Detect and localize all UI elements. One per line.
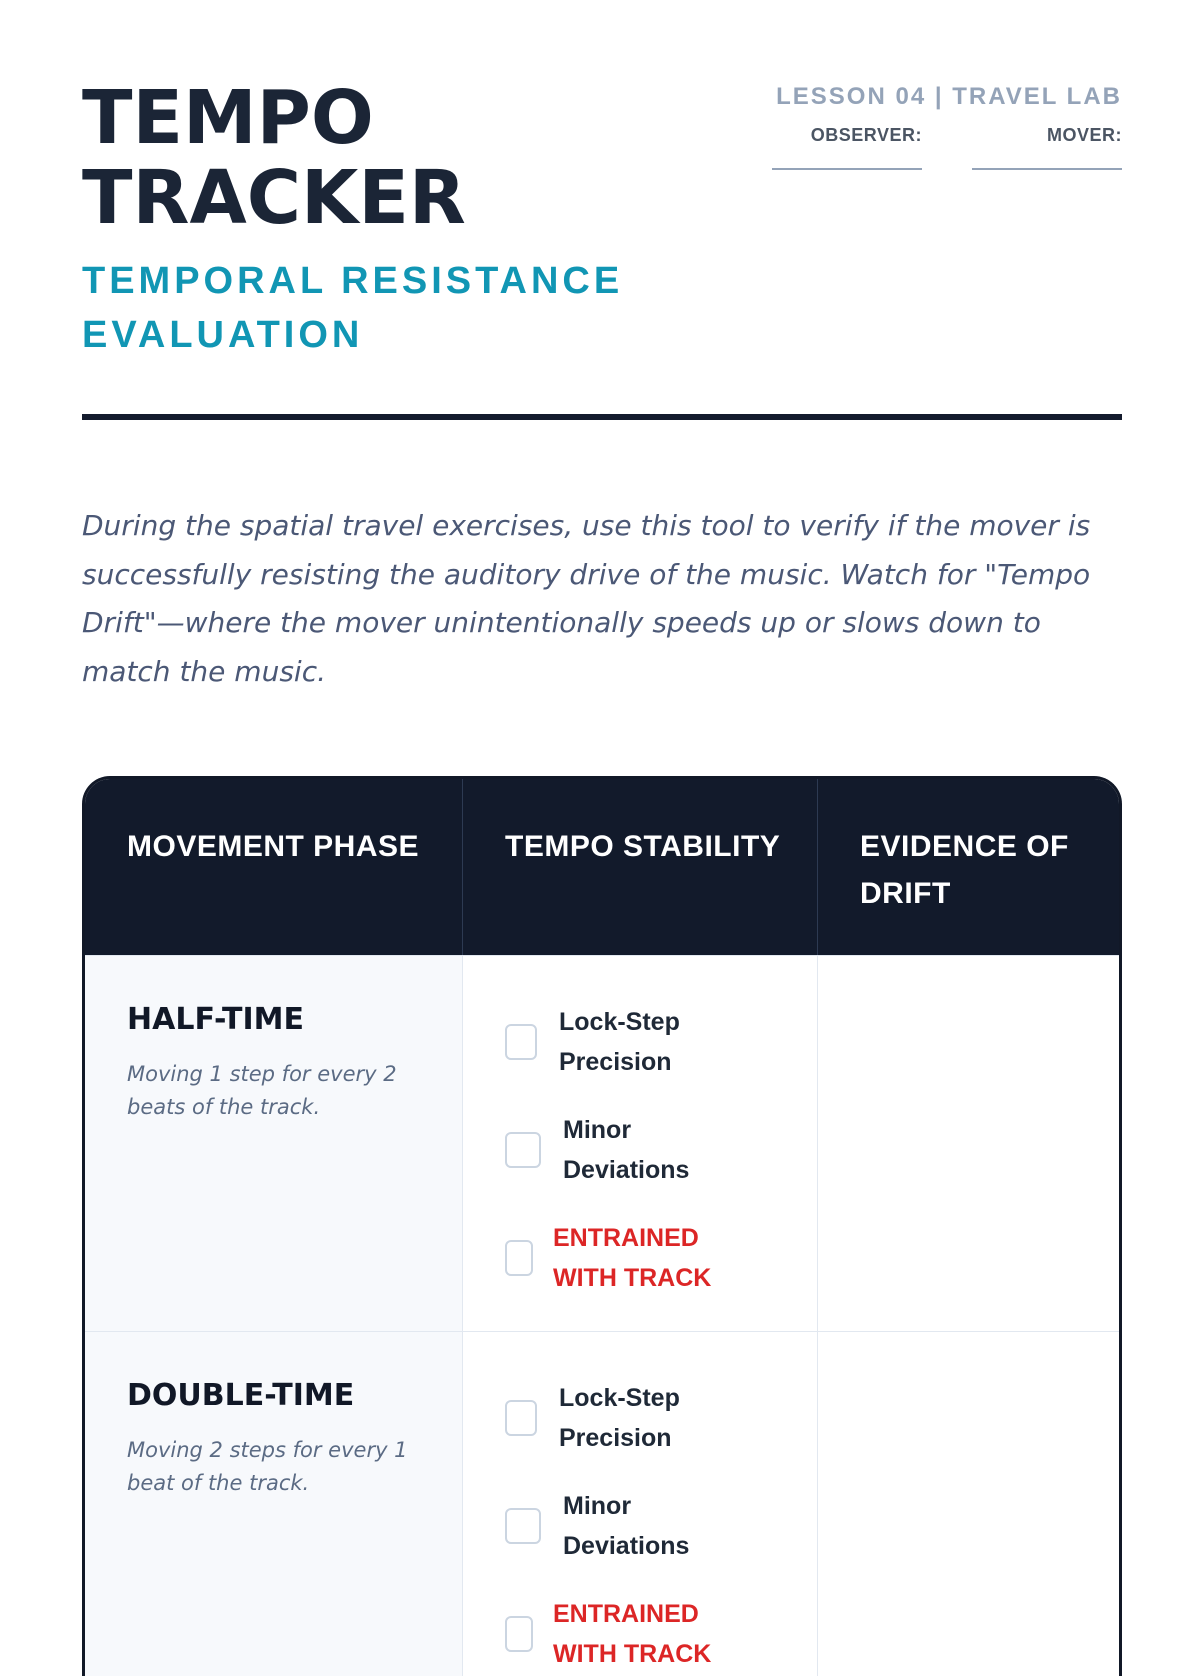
signature-row [762, 124, 1122, 170]
lesson-label: LESSON 04 | TRAVEL LAB [776, 83, 1122, 110]
observer-line[interactable] [772, 168, 922, 170]
option-entrained[interactable] [505, 1594, 817, 1674]
option-label: ENTRAINED WITH TRACK [553, 1224, 712, 1292]
checkbox[interactable] [505, 1616, 533, 1652]
header-evidence-of-drift: EVIDENCE OF DRIFT [817, 779, 1119, 955]
phase-name: HALF-TIME [127, 1002, 305, 1037]
option-label: Minor Deviations [563, 1116, 690, 1184]
page-subtitle: TEMPORAL RESISTANCE EVALUATION [82, 260, 624, 356]
checkbox[interactable] [505, 1240, 533, 1276]
page-title [82, 75, 466, 241]
tempo-table [82, 776, 1122, 1676]
phase-cell [85, 1332, 462, 1676]
phase-cell [85, 956, 462, 1331]
stability-cell [462, 956, 817, 1331]
worksheet-page [82, 0, 1122, 1668]
mover-line[interactable] [972, 168, 1122, 170]
evidence-cell[interactable] [817, 956, 1119, 1331]
phase-name: DOUBLE-TIME [127, 1378, 355, 1413]
option-minor-deviations[interactable] [505, 1110, 817, 1190]
option-minor-deviations[interactable] [505, 1486, 817, 1566]
header-meta [762, 80, 1122, 170]
title-line-1: TEMPO [82, 75, 374, 161]
evidence-cell[interactable] [817, 1332, 1119, 1676]
header-divider [82, 414, 1122, 420]
phase-description: Moving 2 steps for every 1 beat of the track. [127, 1438, 408, 1495]
table-row [85, 1331, 1119, 1676]
mover-field[interactable] [972, 124, 1122, 170]
header-movement-phase: MOVEMENT PHASE [127, 830, 420, 863]
option-label: Lock-Step Precision [559, 1008, 680, 1076]
option-entrained[interactable] [505, 1218, 817, 1298]
intro-paragraph: During the spatial travel exercises, use this tool to verify if the mover is successfully resisting the auditory drive of the music. Watch for "Tempo Drift"—where the mover unintentionally speeds up or slows down to match the music. [82, 509, 1091, 688]
table-row [85, 955, 1119, 1331]
observer-label: OBSERVER: [810, 125, 922, 145]
mover-label: MOVER: [1047, 125, 1122, 145]
table-header [85, 779, 1119, 955]
header-tempo-stability: TEMPO STABILITY [462, 779, 817, 955]
stability-cell [462, 1332, 817, 1676]
checkbox[interactable] [505, 1132, 541, 1168]
option-lock-step[interactable] [505, 1378, 817, 1458]
phase-description: Moving 1 step for every 2 beats of the track. [127, 1062, 397, 1119]
option-label: Lock-Step Precision [559, 1384, 680, 1452]
observer-field[interactable] [772, 124, 922, 170]
checkbox[interactable] [505, 1024, 537, 1060]
title-line-2: TRACKER [82, 155, 466, 241]
option-lock-step[interactable] [505, 1002, 817, 1082]
option-label: Minor Deviations [563, 1492, 690, 1560]
checkbox[interactable] [505, 1400, 537, 1436]
checkbox[interactable] [505, 1508, 541, 1544]
option-label: ENTRAINED WITH TRACK [553, 1600, 712, 1668]
